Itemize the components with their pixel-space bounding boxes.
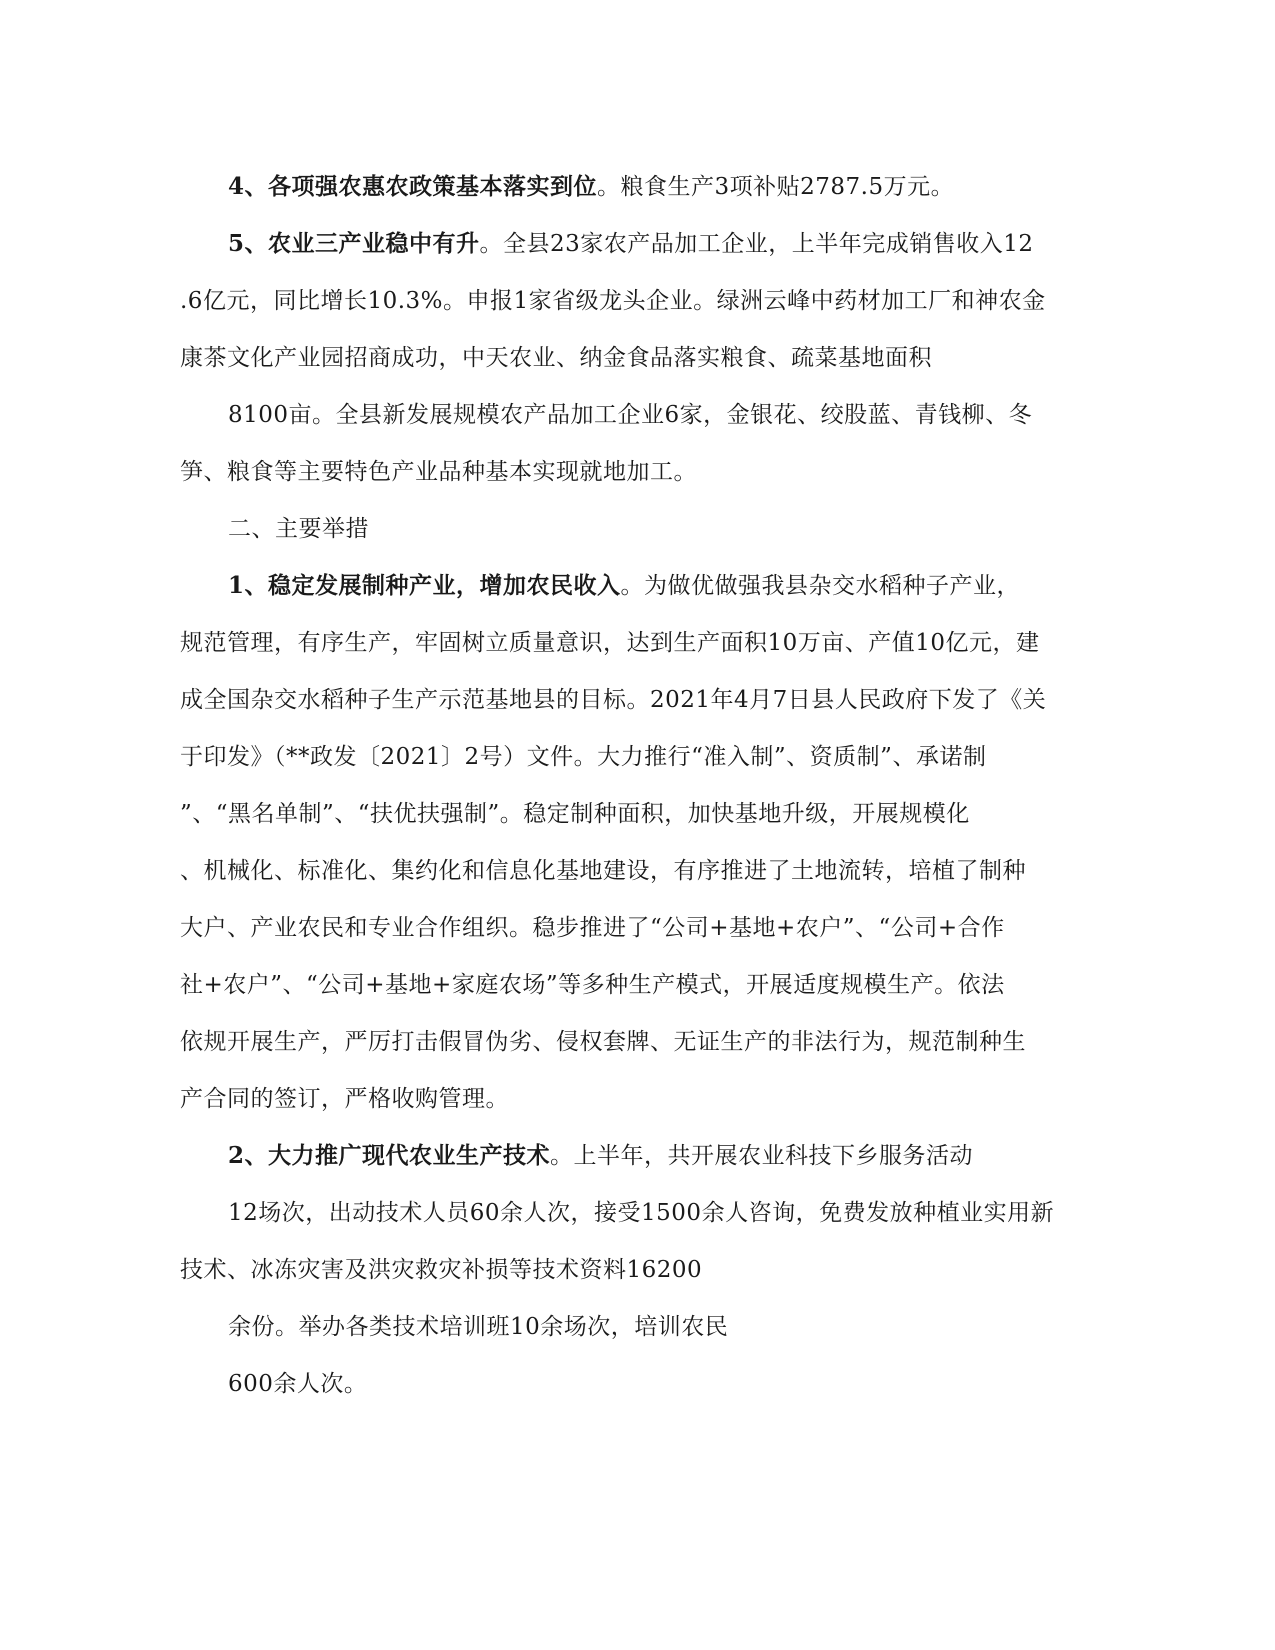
line-text: 规范管理，有序生产，牢固树立质量意识，达到生产面积10万亩、产值10亿元，建 (180, 630, 1040, 656)
line-text: 余份。举办各类技术培训班10余场次，培训农民 (228, 1314, 729, 1340)
bold-heading: 1、稳定发展制种产业，增加农民收入 (228, 572, 621, 599)
line-text: 。为做优做强我县杂交水稻种子产业， (620, 573, 1021, 599)
line-text: 大户、产业农民和专业合作组织。稳步推进了“公司+基地+农户”、“公司+合作 (180, 915, 1005, 941)
paragraph-line (180, 913, 1005, 943)
paragraph-line (228, 571, 1020, 601)
line-text: 12场次，出动技术人员60余人次，接受1500余人咨询，免费发放种植业实用新 (228, 1200, 1055, 1226)
line-text: 技术、冰冻灾害及洪灾救灾补损等技术资料16200 (180, 1257, 703, 1283)
line-text: 依规开展生产，严厉打击假冒伪劣、侵权套牌、无证生产的非法行为，规范制种生 (180, 1029, 1026, 1055)
line-text: 600余人次。 (228, 1371, 368, 1397)
line-text: 。粮食生产3项补贴2787.5万元。 (597, 174, 955, 200)
paragraph-line (228, 1141, 973, 1171)
paragraph-line (228, 1312, 728, 1342)
paragraph-line (180, 457, 697, 487)
paragraph-line (228, 1198, 1054, 1228)
line-text: ”、“黑名单制”、“扶优扶强制”。稳定制种面积，加快基地升级，开展规模化 (180, 801, 970, 827)
paragraph-line (228, 172, 954, 202)
paragraph-line (180, 856, 1026, 886)
paragraph-line (228, 400, 1032, 430)
paragraph-line (180, 343, 932, 373)
bold-heading: 2、大力推广现代农业生产技术 (228, 1142, 551, 1169)
bold-heading: 4、各项强农惠农政策基本落实到位 (228, 173, 598, 200)
line-text: 。全县23家农产品加工企业，上半年完成销售收入12 (479, 231, 1034, 257)
paragraph-line (180, 742, 986, 772)
paragraph-line (180, 1027, 1026, 1057)
paragraph-line (180, 1255, 702, 1285)
line-text: 二、主要举措 (228, 516, 369, 542)
line-text: 成全国杂交水稻种子生产示范基地县的目标。2021年4月7日县人民政府下发了《关 (180, 687, 1047, 713)
paragraph-line (228, 229, 1034, 259)
line-text: 社+农户”、“公司+基地+家庭农场”等多种生产模式，开展适度规模生产。依法 (180, 972, 1005, 998)
line-text: 。上半年，共开展农业科技下乡服务活动 (550, 1143, 974, 1169)
section-heading (228, 514, 369, 544)
paragraph-line (180, 685, 1046, 715)
line-text: 康茶文化产业园招商成功，中天农业、纳金食品落实粮食、疏菜基地面积 (180, 345, 932, 371)
line-text: 8100亩。全县新发展规模农产品加工企业6家，金银花、绞股蓝、青钱柳、冬 (228, 402, 1033, 428)
paragraph-line (180, 1084, 509, 1114)
paragraph-line (228, 1369, 367, 1399)
paragraph-line (180, 286, 1046, 316)
line-text: 于印发》（**政发〔2021〕2号）文件。大力推行“准入制”、资质制”、承诺制 (180, 744, 987, 770)
line-text: 笋、粮食等主要特色产业品种基本实现就地加工。 (180, 459, 697, 485)
paragraph-line (180, 799, 970, 829)
line-text: 、机械化、标准化、集约化和信息化基地建设，有序推进了土地流转，培植了制种 (180, 858, 1026, 884)
bold-heading: 5、农业三产业稳中有升 (228, 230, 480, 257)
paragraph-line (180, 628, 1040, 658)
paragraph-line (180, 970, 1005, 1000)
line-text: 产合同的签订，严格收购管理。 (180, 1086, 509, 1112)
line-text: .6亿元，同比增长10.3%。申报1家省级龙头企业。绿洲云峰中药材加工厂和神农金 (180, 288, 1046, 314)
